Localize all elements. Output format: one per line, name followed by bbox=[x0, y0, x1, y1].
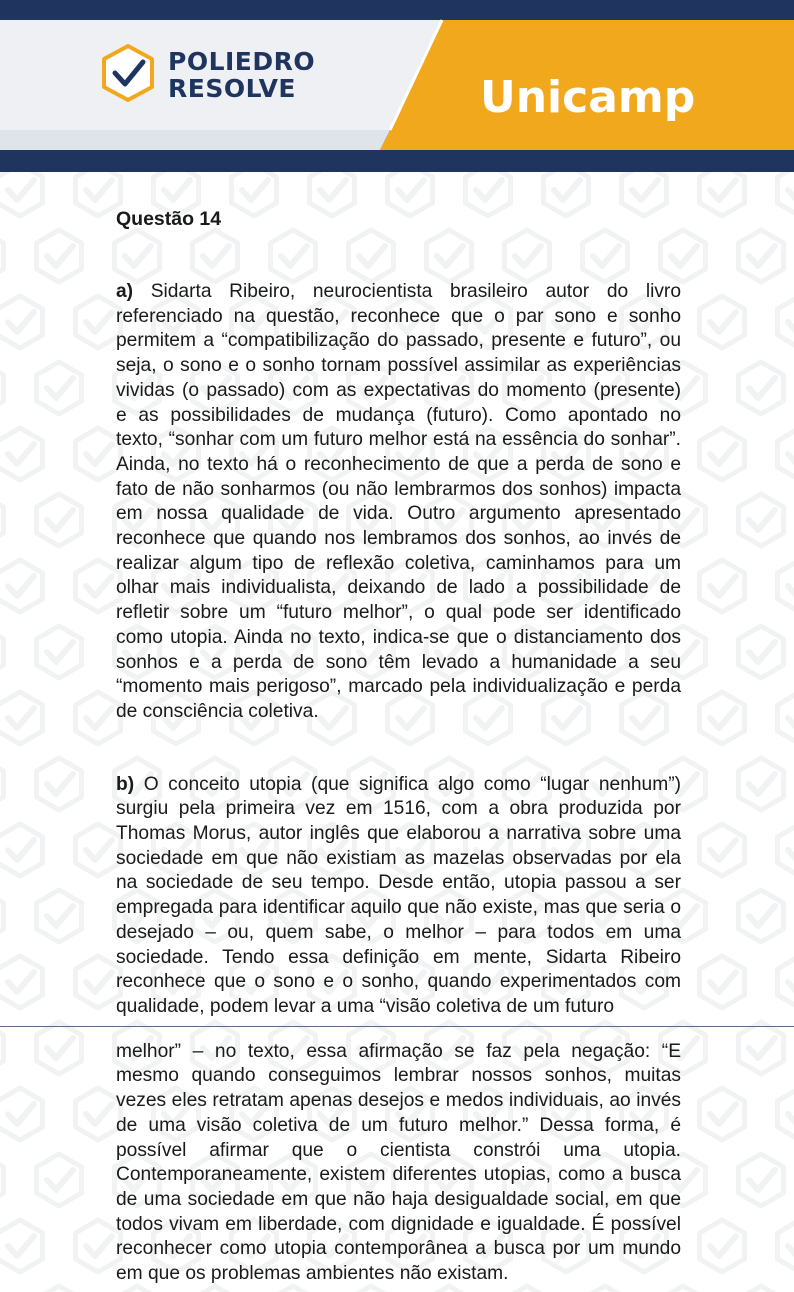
watermark-check-icon bbox=[0, 1022, 4, 1074]
watermark-check-icon bbox=[661, 1286, 706, 1292]
watermark-check-icon bbox=[0, 1088, 43, 1140]
watermark-check-icon bbox=[37, 1286, 82, 1292]
watermark-check-icon bbox=[349, 1286, 394, 1292]
watermark-check-icon bbox=[37, 626, 82, 678]
answer-content bbox=[116, 196, 681, 1287]
part-b-text-2: melhor” – no texto, essa afirmação se faz pela negação: “E mesmo quando conseguimos lembrar nossos sonhos, muitas vezes eles retratam apenas desejos e medos individuais, ao invés de uma visão coletiva de um futuro melhor.” Dessa forma, é possível afirmar que o cientista constrói uma utopia. Contemporaneamente, existem diferentes utopias, como a busca de uma sociedade em que não haja desigualdade social, em que todos vivam em liberdade, com dignidade e igualdade. É possível reconhecer como utopia contemporânea a busca por um mundo em que os problemas ambientes não existam. bbox=[116, 1040, 681, 1285]
watermark-check-icon bbox=[700, 296, 745, 348]
watermark-check-icon bbox=[0, 890, 4, 942]
watermark-check-icon bbox=[37, 758, 82, 810]
watermark-check-icon bbox=[739, 626, 784, 678]
logo-line-2: RESOLVE bbox=[168, 74, 296, 103]
watermark-check-icon bbox=[739, 890, 784, 942]
watermark-check-icon bbox=[37, 1022, 82, 1074]
watermark-check-icon bbox=[778, 692, 794, 744]
watermark-check-icon bbox=[778, 560, 794, 612]
watermark-check-icon bbox=[37, 230, 82, 282]
watermark-check-icon bbox=[700, 956, 745, 1008]
watermark-check-icon bbox=[427, 1286, 472, 1292]
page-header bbox=[0, 0, 794, 172]
watermark-check-icon bbox=[700, 692, 745, 744]
watermark-check-icon bbox=[0, 1286, 4, 1292]
page-divider bbox=[0, 1026, 794, 1027]
watermark-check-icon bbox=[0, 362, 4, 414]
watermark-check-icon bbox=[0, 1220, 43, 1272]
part-b-text-1: O conceito utopia (que significa algo como “lugar nenhum”) surgiu pela primeira vez em 1516, com a obra produzida por Thomas Morus, autor inglês que elaborou a narrativa sobre uma sociedade em que não existiam as mazelas observadas por ela na sociedade de seu tempo. Desde então, utopia passou a ser empregada para identificar aquilo que não existe, mas que seria o desejado – ou, quem sabe, o melhor – para todos em uma sociedade. Tendo essa definição em mente, Sidarta Ribeiro reconhece que o sono e o sonho, quando experimentados com qualidade, podem levar a uma “visão coletiva de um futuro bbox=[116, 773, 681, 1017]
watermark-check-icon bbox=[76, 1220, 121, 1272]
watermark-check-icon bbox=[700, 428, 745, 480]
watermark-check-icon bbox=[76, 560, 121, 612]
watermark-check-icon bbox=[700, 824, 745, 876]
watermark-check-icon bbox=[778, 824, 794, 876]
watermark-check-icon bbox=[271, 1286, 316, 1292]
watermark-check-icon bbox=[0, 428, 43, 480]
watermark-check-icon bbox=[583, 1286, 628, 1292]
watermark-check-icon bbox=[0, 692, 43, 744]
brand-logo-text bbox=[168, 48, 348, 102]
watermark-check-icon bbox=[37, 890, 82, 942]
watermark-check-icon bbox=[0, 560, 43, 612]
check-shield-icon bbox=[104, 46, 152, 100]
watermark-check-icon bbox=[739, 1286, 784, 1292]
watermark-check-icon bbox=[739, 1022, 784, 1074]
question-title: Questão 14 bbox=[116, 208, 222, 230]
watermark-check-icon bbox=[0, 758, 4, 810]
watermark-check-icon bbox=[778, 296, 794, 348]
watermark-check-icon bbox=[739, 758, 784, 810]
watermark-check-icon bbox=[778, 428, 794, 480]
watermark-check-icon bbox=[0, 824, 43, 876]
watermark-check-icon bbox=[0, 230, 4, 282]
watermark-check-icon bbox=[76, 1088, 121, 1140]
watermark-check-icon bbox=[778, 1220, 794, 1272]
watermark-check-icon bbox=[37, 362, 82, 414]
watermark-check-icon bbox=[76, 824, 121, 876]
watermark-check-icon bbox=[37, 1154, 82, 1206]
watermark-check-icon bbox=[739, 494, 784, 546]
watermark-check-icon bbox=[193, 1286, 238, 1292]
watermark-check-icon bbox=[739, 362, 784, 414]
watermark-check-icon bbox=[778, 1088, 794, 1140]
watermark-check-icon bbox=[778, 956, 794, 1008]
watermark-check-icon bbox=[739, 230, 784, 282]
watermark-check-icon bbox=[700, 1088, 745, 1140]
watermark-check-icon bbox=[76, 956, 121, 1008]
answer-part-b bbox=[116, 773, 681, 1020]
watermark-check-icon bbox=[76, 692, 121, 744]
part-a-label: a) bbox=[116, 281, 134, 302]
exam-name: Unicamp bbox=[480, 72, 696, 123]
answer-part-a bbox=[116, 280, 681, 725]
watermark-check-icon bbox=[0, 296, 43, 348]
watermark-check-icon bbox=[700, 560, 745, 612]
watermark-check-icon bbox=[0, 956, 43, 1008]
watermark-check-icon bbox=[76, 296, 121, 348]
part-b-label: b) bbox=[116, 773, 135, 795]
watermark-check-icon bbox=[700, 1220, 745, 1272]
watermark-check-icon bbox=[115, 1286, 160, 1292]
logo-line-1: POLIEDRO bbox=[168, 47, 316, 76]
watermark-check-icon bbox=[37, 494, 82, 546]
watermark-check-icon bbox=[505, 1286, 550, 1292]
watermark-check-icon bbox=[739, 1154, 784, 1206]
answer-part-b-continued bbox=[116, 1040, 681, 1287]
watermark-check-icon bbox=[76, 428, 121, 480]
part-a-text: Sidarta Ribeiro, neurocientista brasileiro autor do livro referenciado na questão, reconhece que o par sono e sonho permitem a “compatibilização do passado, presente e futuro”, ou seja, o sono e o sonho tornam possível assimilar as experiências vividas (o passado) com as expectativas do momento (presente) e as possibilidades de mudança (futuro). Como apontado no texto, “sonhar com um futuro melhor está na essência do sonhar”. Ainda, no texto há o reconhecimento de que a perda de sono e fato de não sonharmos (ou não lembrarmos dos sonhos) impacta em nossa qualidade de vida. Outro argumento apresentado reconhece que quando nos lembramos dos sonhos, ao invés de realizar algum tipo de reflexão coletiva, caminhamos para um olhar mais individualista, deixando de lado a possibilidade de refletir sobre um “futuro melhor”, o qual pode ser identificado como utopia. Ainda no texto, indica-se que o distanciamento dos sonhos e a perda de sono têm levado a humanidade a seu “momento mais perigoso”, marcado pela individualização e perda de consciência coletiva. bbox=[116, 281, 681, 722]
watermark-check-icon bbox=[0, 1154, 4, 1206]
watermark-check-icon bbox=[0, 494, 4, 546]
watermark-check-icon bbox=[0, 626, 4, 678]
